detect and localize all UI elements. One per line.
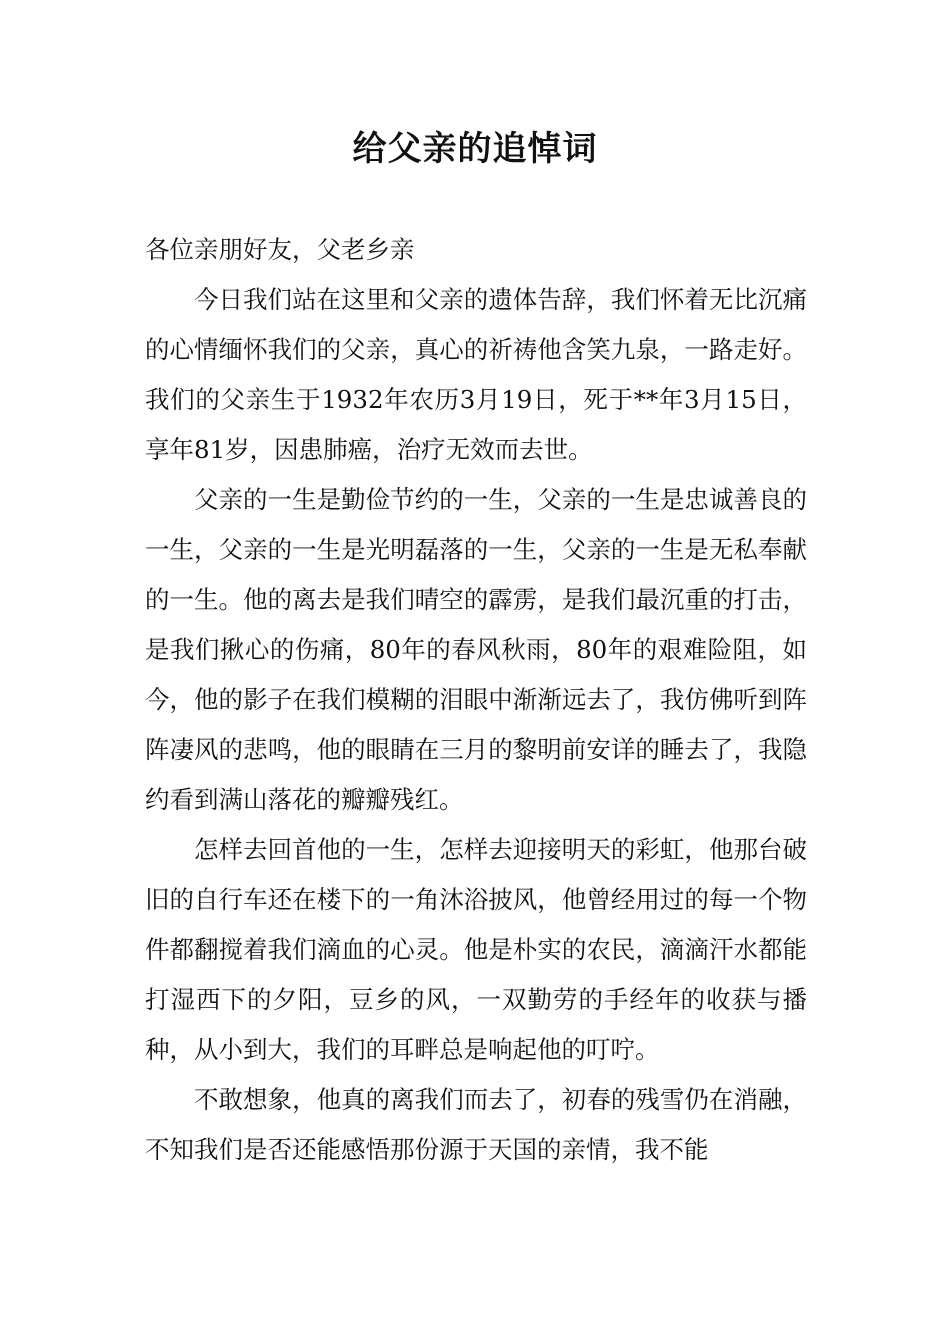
document-title: 给父亲的追悼词 — [352, 129, 598, 169]
paragraph-3: 怎样去回首他的一生，怎样去迎接明天的彩虹，他那台破旧的自行车还在楼下的一角沐浴披风，他曾经用过的每一个物件都翻搅着我们滴血的心灵。他是朴实的农民，滴滴汗水都能打湿西下的夕阳，豆乡的风，一双勤劳的手经年的收获与播种，从小到大，我们的耳畔总是响起他的叮咛。 — [145, 835, 807, 1064]
paragraph-1: 今日我们站在这里和父亲的遗体告辞，我们怀着无比沉痛的心情缅怀我们的父亲，真心的祈祷他含笑九泉，一路走好。我们的父亲生于1932年农历3月19日，死于**年3月15日，享年81岁，因患肺癌，治疗无效而去世。 — [145, 285, 807, 464]
paragraph-4: 不敢想象，他真的离我们而去了，初春的残雪仍在消融，不知我们是否还能感悟那份源于天国的亲情，我不能 — [145, 1085, 807, 1164]
salutation: 各位亲朋好友，父老乡亲 — [145, 235, 415, 264]
document-body — [145, 225, 807, 1175]
paragraph-2: 父亲的一生是勤俭节约的一生，父亲的一生是忠诚善良的一生，父亲的一生是光明磊落的一生，父亲的一生是无私奉献的一生。他的离去是我们晴空的霹雳，是我们最沉重的打击，是我们揪心的伤痛，80年的春风秋雨，80年的艰难险阻，如今，他的影子在我们模糊的泪眼中渐渐远去了，我仿佛听到阵阵凄风的悲鸣，他的眼睛在三月的黎明前安详的睡去了，我隐约看到满山落花的瓣瓣残红。 — [145, 485, 807, 814]
